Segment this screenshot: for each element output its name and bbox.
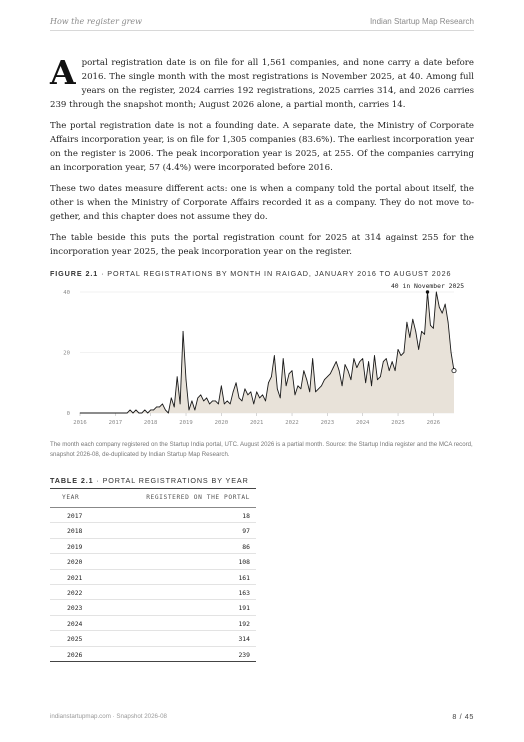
column-header-year: YEAR <box>62 494 80 501</box>
paragraph-1 <box>50 53 474 112</box>
y-tick-label: 20 <box>63 350 70 357</box>
peak-marker <box>426 290 429 293</box>
cell-year: 2023 <box>67 604 83 613</box>
data-point <box>368 361 369 362</box>
data-point <box>91 413 92 414</box>
cell-count: 239 <box>238 650 250 659</box>
cell-count: 314 <box>238 635 250 644</box>
data-point <box>439 307 440 308</box>
cell-year: 2021 <box>67 573 83 582</box>
data-point <box>124 413 125 414</box>
data-point <box>324 379 325 380</box>
x-tick-label: 2018 <box>143 420 158 426</box>
registrations-table <box>50 488 256 662</box>
data-point <box>377 379 378 380</box>
data-point <box>392 361 393 362</box>
cell-count: 192 <box>238 619 250 628</box>
data-point <box>327 376 328 377</box>
data-point <box>195 410 196 411</box>
data-point <box>156 407 157 408</box>
data-point <box>121 413 122 414</box>
peak-annotation: 40 in November 2025 <box>390 282 465 290</box>
data-point <box>150 410 151 411</box>
cell-year: 2022 <box>67 588 83 597</box>
x-tick-label: 2022 <box>285 420 299 426</box>
data-point <box>336 361 337 362</box>
drop-cap: A <box>50 53 76 92</box>
data-point <box>315 391 316 392</box>
data-point <box>371 385 372 386</box>
table-row <box>50 600 256 615</box>
data-point <box>301 388 302 389</box>
data-point <box>312 358 313 359</box>
data-point <box>212 401 213 402</box>
data-point <box>230 404 231 405</box>
data-point <box>86 413 87 414</box>
paragraph-3: These two dates measure different acts: one is when a company told the portal about itself, the other is when the Ministry of Corporate Affairs recorded it as a company. They do not move together, and this chapter does not assume they do. <box>50 184 474 222</box>
data-point <box>268 382 269 383</box>
figure-note: The month each company registered on the Startup India portal, UTC. August 2026 is a partial month. Source: the Startup India register and the MCA record, snapshot 2026-08, de-duplicated by Indian Startup Map Research. <box>50 441 473 458</box>
data-point <box>383 361 384 362</box>
data-point <box>295 395 296 396</box>
data-point <box>218 404 219 405</box>
cell-count: 161 <box>238 573 250 582</box>
column-header-count: REGISTERED ON THE PORTAL <box>146 494 250 501</box>
data-point <box>215 401 216 402</box>
data-point <box>197 398 198 399</box>
data-point <box>359 361 360 362</box>
data-point <box>412 319 413 320</box>
data-point <box>97 413 98 414</box>
data-point <box>133 413 134 414</box>
figure-title: · PORTAL REGISTRATIONS BY MONTH IN RAIGAD, JANUARY 2016 TO AUGUST 2026 <box>101 269 452 278</box>
data-point <box>224 404 225 405</box>
data-point <box>362 358 363 359</box>
x-tick-label: 2024 <box>355 420 370 426</box>
data-point <box>83 413 84 414</box>
section-title: How the register grew <box>50 17 143 26</box>
x-axis-ticks <box>80 413 433 416</box>
data-point <box>401 355 402 356</box>
data-point <box>365 382 366 383</box>
data-point <box>271 376 272 377</box>
data-point <box>356 367 357 368</box>
data-point <box>180 404 181 405</box>
data-point <box>174 407 175 408</box>
data-point <box>386 358 387 359</box>
data-point <box>153 410 154 411</box>
data-point <box>94 413 95 414</box>
data-point <box>209 404 210 405</box>
table-row <box>50 570 256 585</box>
data-point <box>162 404 163 405</box>
data-point <box>200 395 201 396</box>
x-tick-label: 2021 <box>249 420 264 426</box>
figure-label: FIGURE 2.1 <box>50 269 99 278</box>
data-point <box>318 388 319 389</box>
data-point <box>442 313 443 314</box>
data-point <box>127 413 128 414</box>
table-row <box>50 539 256 554</box>
data-point <box>192 401 193 402</box>
data-point <box>109 413 110 414</box>
data-point <box>171 398 172 399</box>
paragraph-4: The table beside this puts the portal registration count for 2025 at 314 against 255 for the incorporation year 2025, the peak incorporation year on the register. <box>50 233 474 257</box>
table-row <box>50 631 256 646</box>
paragraph-2: The portal registration date is not a founding date. A separate date, the Ministry of Corporate Affairs incorporation year, is on file for 1,305 companies (83.6%). The earliest incorporation year on the register is 2006. The peak incorporation year is 2025, at 255. Of the companies carrying an incorporation year, 57 (4.4%) were incorporated before 2016. <box>50 121 474 173</box>
cell-count: 86 <box>242 542 250 551</box>
data-point <box>354 358 355 359</box>
data-point <box>242 401 243 402</box>
data-point <box>451 352 452 353</box>
data-point <box>321 385 322 386</box>
data-point <box>100 413 101 414</box>
cell-year: 2026 <box>67 650 83 659</box>
y-tick-label: 40 <box>63 290 70 296</box>
cell-count: 108 <box>238 558 250 567</box>
data-point <box>306 379 307 380</box>
data-point <box>106 413 107 414</box>
data-point <box>333 367 334 368</box>
data-point <box>298 385 299 386</box>
data-point <box>289 373 290 374</box>
data-point <box>183 331 184 332</box>
x-tick-label: 2023 <box>320 420 335 426</box>
data-point <box>436 292 437 293</box>
data-point <box>280 398 281 399</box>
data-point <box>118 413 119 414</box>
y-tick-label: 0 <box>66 411 70 417</box>
data-point <box>248 395 249 396</box>
data-point <box>259 398 260 399</box>
data-point <box>407 322 408 323</box>
data-point <box>203 401 204 402</box>
data-point <box>277 388 278 389</box>
table-row <box>50 523 256 538</box>
data-point <box>409 337 410 338</box>
data-point <box>103 413 104 414</box>
table-row <box>50 585 256 600</box>
data-point <box>236 382 237 383</box>
data-point <box>233 391 234 392</box>
data-point <box>159 407 160 408</box>
data-point <box>168 413 169 414</box>
cell-year: 2017 <box>67 512 83 520</box>
cell-count: 163 <box>238 588 250 597</box>
y-axis-labels <box>63 290 70 417</box>
data-point <box>144 410 145 411</box>
data-point <box>136 410 137 411</box>
data-point <box>398 349 399 350</box>
footer-source: indianstartupmap.com · Snapshot 2026-08 <box>50 713 167 720</box>
table-row <box>50 616 256 631</box>
x-tick-label: 2016 <box>73 420 87 426</box>
data-point <box>189 410 190 411</box>
cell-count: 97 <box>242 527 250 536</box>
cell-year: 2018 <box>67 527 83 536</box>
data-point <box>141 413 142 414</box>
table-row <box>50 647 256 662</box>
data-point <box>256 391 257 392</box>
table-title: · PORTAL REGISTRATIONS BY YEAR <box>96 476 249 485</box>
data-point <box>221 385 222 386</box>
data-point <box>139 413 140 414</box>
data-point <box>430 325 431 326</box>
data-point <box>389 370 390 371</box>
data-point <box>239 398 240 399</box>
header-rule <box>50 30 474 31</box>
data-point <box>448 322 449 323</box>
data-point <box>351 379 352 380</box>
data-point <box>186 379 187 380</box>
data-point <box>147 413 148 414</box>
data-point <box>115 413 116 414</box>
data-point <box>130 410 131 411</box>
data-point <box>374 355 375 356</box>
data-point <box>206 398 207 399</box>
data-point <box>88 413 89 414</box>
data-point <box>283 358 284 359</box>
data-point <box>292 370 293 371</box>
data-point <box>245 388 246 389</box>
cell-count: 191 <box>238 604 250 613</box>
x-tick-label: 2020 <box>214 420 229 426</box>
x-tick-label: 2026 <box>426 420 441 426</box>
publication-name: Indian Startup Map Research <box>369 17 474 26</box>
data-point <box>395 370 396 371</box>
data-point <box>415 331 416 332</box>
data-point <box>265 401 266 402</box>
table-label: TABLE 2.1 <box>50 476 94 485</box>
x-axis-labels <box>73 420 440 426</box>
table-caption <box>50 476 249 485</box>
x-tick-label: 2017 <box>108 420 123 426</box>
data-point <box>177 376 178 377</box>
table-row <box>50 508 256 523</box>
registrations-chart <box>50 282 474 432</box>
data-point <box>345 364 346 365</box>
data-point <box>112 413 113 414</box>
data-point <box>380 376 381 377</box>
data-point <box>433 328 434 329</box>
data-point <box>253 404 254 405</box>
body-text <box>50 53 474 266</box>
data-point <box>286 385 287 386</box>
data-point <box>309 391 310 392</box>
data-point <box>262 395 263 396</box>
data-point <box>421 331 422 332</box>
data-point <box>424 334 425 335</box>
table-header <box>50 489 256 508</box>
last-point-marker <box>452 369 456 373</box>
cell-count: 18 <box>242 512 250 520</box>
x-tick-label: 2019 <box>179 420 193 426</box>
data-point <box>303 370 304 371</box>
data-point <box>339 370 340 371</box>
cell-year: 2020 <box>67 558 83 567</box>
cell-year: 2024 <box>67 619 83 628</box>
cell-year: 2025 <box>67 635 83 644</box>
cell-year: 2019 <box>67 542 83 551</box>
x-tick-label: 2025 <box>391 420 405 426</box>
data-point <box>342 385 343 386</box>
data-point <box>330 373 331 374</box>
data-point <box>165 410 166 411</box>
data-point <box>404 352 405 353</box>
data-point <box>274 355 275 356</box>
data-point <box>418 349 419 350</box>
page-number: 8 / 45 <box>452 712 474 721</box>
data-point <box>445 304 446 305</box>
paragraph-1-text: portal registration date is on file for all 1,561 companies, and none carry a date before 2016. The single month with the most registrations is November 2025, at 40. Among full years on the register, 2024 carries 192 registrations, 2025 carries 314, and 2026 carries 239 through the snapshot month; August 2026 alone, a partial month, carries 14. <box>50 58 474 110</box>
figure-caption <box>50 269 451 278</box>
table-row <box>50 554 256 569</box>
data-point <box>250 391 251 392</box>
data-point <box>348 370 349 371</box>
data-point <box>80 413 81 414</box>
data-point <box>227 401 228 402</box>
